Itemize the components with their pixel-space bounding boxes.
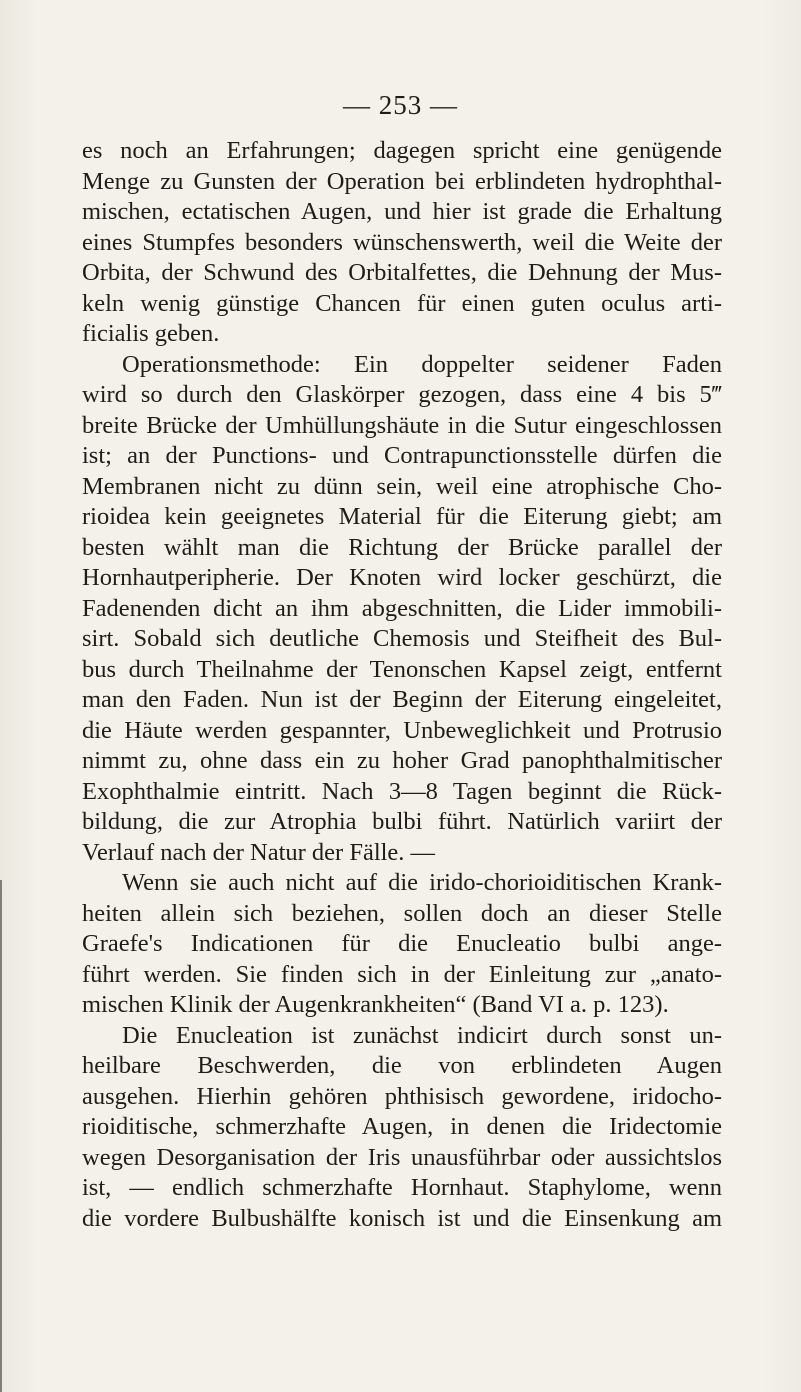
page-number: — 253 —: [343, 90, 458, 120]
text-line: ist; an der Punctions- und Contrapunctionsstelle dürfen die: [82, 442, 722, 469]
text-line: Fadenenden dicht an ihm abgeschnitten, die Lider immobili-: [82, 594, 722, 622]
gutter-shadow: [0, 880, 2, 1392]
text-line: sirt. Sobald sich deutliche Chemosis und Steifheit des Bul-: [82, 625, 722, 652]
text-line: bildung, die zur Atrophia bulbi führt. Natürlich variirt der: [82, 808, 722, 835]
text-line: Verlauf nach der Natur der Fälle. —: [82, 838, 436, 866]
text-line: mischen, ectatischen Augen, und hier ist grade die Erhaltung: [82, 198, 722, 225]
text-line: breite Brücke der Umhüllungshäute in die Sutur eingeschlossen: [82, 411, 722, 439]
text-line: Die Enucleation ist zunächst indicirt durch sonst un-: [122, 1021, 722, 1049]
text-line: mischen Klinik der Augenkrankheiten“ (Band VI a. p. 123).: [82, 991, 669, 1018]
text-line: man den Faden. Nun ist der Beginn der Eiterung eingeleitet,: [82, 686, 722, 713]
text-line: nimmt zu, ohne dass ein zu hoher Grad panophthalmitischer: [82, 747, 722, 774]
text-line: bus durch Theilnahme der Tenonschen Kapsel zeigt, entfernt: [82, 655, 722, 683]
text-line: die vordere Bulbushälfte konisch ist und die Einsenkung am: [82, 1204, 722, 1232]
text-line: Orbita, der Schwund des Orbitalfettes, die Dehnung der Mus-: [82, 259, 722, 286]
text-line: Exophthalmie eintritt. Nach 3—8 Tagen beginnt die Rück-: [82, 777, 722, 805]
text-line: Operationsmethode: Ein doppelter seidener Faden: [122, 350, 722, 378]
text-line: die Häute werden gespannter, Unbeweglichkeit und Protrusio: [82, 716, 722, 744]
text-line: rioiditische, schmerzhafte Augen, in denen die Iridectomie: [82, 1113, 722, 1140]
text-line: besten wählt man die Richtung der Brücke parallel der: [82, 533, 722, 561]
text-line: ist, — endlich schmerzhafte Hornhaut. Staphylome, wenn: [82, 1174, 722, 1201]
text-line: rioidea kein geeignetes Material für die Eiterung giebt; am: [82, 503, 722, 530]
text-line: Graefe's Indicationen für die Enucleatio bulbi ange-: [82, 930, 722, 957]
text-line: Menge zu Gunsten der Operation bei erblindeten hydrophthal-: [82, 167, 722, 195]
text-line: eines Stumpfes besonders wünschenswerth, weil die Weite der: [82, 228, 722, 256]
text-line: ausgehen. Hierhin gehören phthisisch gewordene, iridocho-: [82, 1082, 722, 1110]
text-line: keln wenig günstige Chancen für einen guten oculus arti-: [82, 289, 722, 317]
text-line: heilbare Beschwerden, die von erblindeten Augen: [82, 1052, 722, 1079]
text-line: ficialis geben.: [82, 320, 220, 347]
body-text: [82, 136, 722, 1234]
text-line: wegen Desorganisation der Iris unausführbar oder aussichtslos: [82, 1143, 722, 1171]
text-line: es noch an Erfahrungen; dagegen spricht eine genügende: [82, 137, 722, 164]
text-line: Wenn sie auch nicht auf die irido-chorioiditischen Krank-: [122, 869, 722, 896]
text-line: heiten allein sich beziehen, sollen doch an dieser Stelle: [82, 899, 722, 927]
text-line: wird so durch den Glaskörper gezogen, dass eine 4 bis 5‴: [82, 381, 722, 408]
text-line: Hornhautperipherie. Der Knoten wird locker geschürzt, die: [82, 564, 722, 591]
text-line: führt werden. Sie finden sich in der Einleitung zur „anato-: [82, 960, 722, 988]
text-line: Membranen nicht zu dünn sein, weil eine atrophische Cho-: [82, 472, 722, 500]
